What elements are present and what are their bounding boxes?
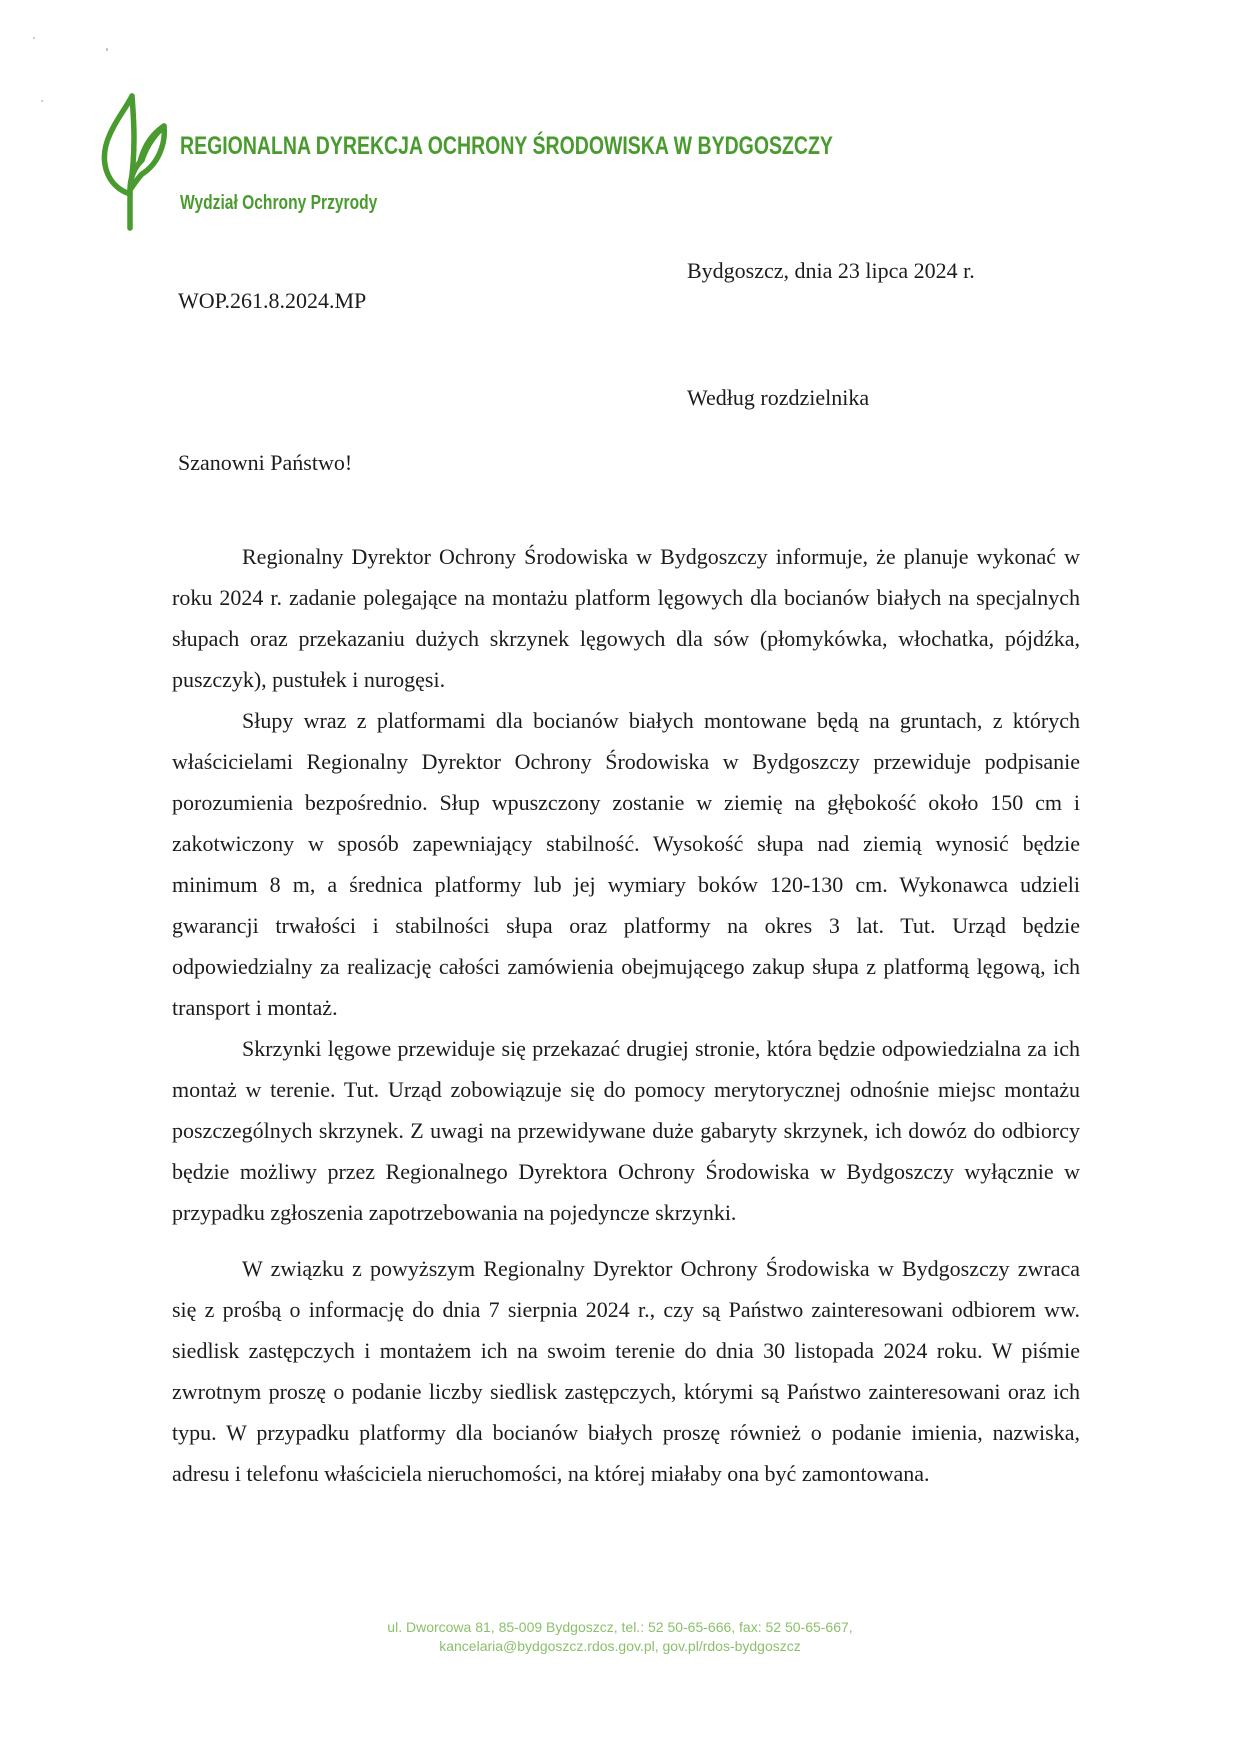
body-paragraph: W związku z powyższym Regionalny Dyrektor Ochrony Środowiska w Bydgoszczy zwraca się z prośbą o informację do dnia 7 sierpnia 2024 r., czy są Państwo zainteresowani odbiorem ww. siedlisk zastępczych i montażem ich na swoim terenie do dnia 30 listopada 2024 roku. W piśmie zwrotnym proszę o podanie liczby siedlisk zastępczych, którymi są Państwo zainteresowani oraz ich typu. W przypadku platformy dla bocianów białych proszę również o podanie imienia, nazwiska, adresu i telefonu właściciela nieruchomości, na której miałaby ona być zamontowana. [172,1256,1080,1486]
scan-speck [33,37,35,39]
department-name: Wydział Ochrony Przyrody [180,192,378,214]
scan-speck [41,100,43,102]
body-paragraph: Regionalny Dyrektor Ochrony Środowiska w Bydgoszczy informuje, że planuje wykonać w roku 2024 r. zadanie polegające na montażu platform lęgowych dla bocianów białych na specjalnych słupach oraz przekazaniu dużych skrzynek lęgowych dla sów (płomykówka, włochatka, pójdźka, puszczyk), pustułek i nurogęsi. [172,544,1080,692]
reference-number: WOP.261.8.2024.MP [178,288,367,313]
recipient: Według rozdzielnika [687,385,870,410]
leaf-logo-icon [96,82,168,232]
organization-name: REGIONALNA DYREKCJA OCHRONY ŚRODOWISKA W BYDGOSZCZY [180,132,833,160]
salutation: Szanowni Państwo! [178,450,353,475]
body-paragraph: Skrzynki lęgowe przewiduje się przekazać drugiej stronie, która będzie odpowiedzialna za ich montaż w terenie. Tut. Urząd zobowiązuje się do pomocy merytorycznej odnośnie miejsc montażu poszczególnych skrzynek. Z uwagi na przewidywane duże gabaryty skrzynek, ich dowóz do odbiorcy będzie możliwy przez Regionalnego Dyrektora Ochrony Środowiska w Bydgoszczy wyłącznie w przypadku zgłoszenia zapotrzebowania na pojedyncze skrzynki. [172,1036,1080,1225]
footer-email-line: kancelaria@bydgoszcz.rdos.gov.pl, gov.pl/rdos-bydgoszcz [439,1638,801,1654]
footer-address-line: ul. Dworcowa 81, 85-009 Bydgoszcz, tel.: 52 50-65-666, fax: 52 50-65-667, [387,1619,853,1635]
body-paragraph: Słupy wraz z platformami dla bocianów białych montowane będą na gruntach, z których właścicielami Regionalny Dyrektor Ochrony Środowiska w Bydgoszczy przewiduje podpisanie porozumienia bezpośrednio. Słup wpuszczony zostanie w ziemię na głębokość około 150 cm i zakotwiczony w sposób zapewniający stabilność. Wysokość słupa nad ziemią wynosić będzie minimum 8 m, a średnica platformy lub jej wymiary boków 120-130 cm. Wykonawca udzieli gwarancji trwałości i stabilności słupa oraz platformy na okres 3 lat. Tut. Urząd będzie odpowiedzialny za realizację całości zamówienia obejmującego zakup słupa z platformą lęgową, ich transport i montaż. [172,708,1080,1020]
footer-contact [0,1618,1240,1656]
scan-speck [106,48,108,51]
place-date: Bydgoszcz, dnia 23 lipca 2024 r. [687,258,975,283]
